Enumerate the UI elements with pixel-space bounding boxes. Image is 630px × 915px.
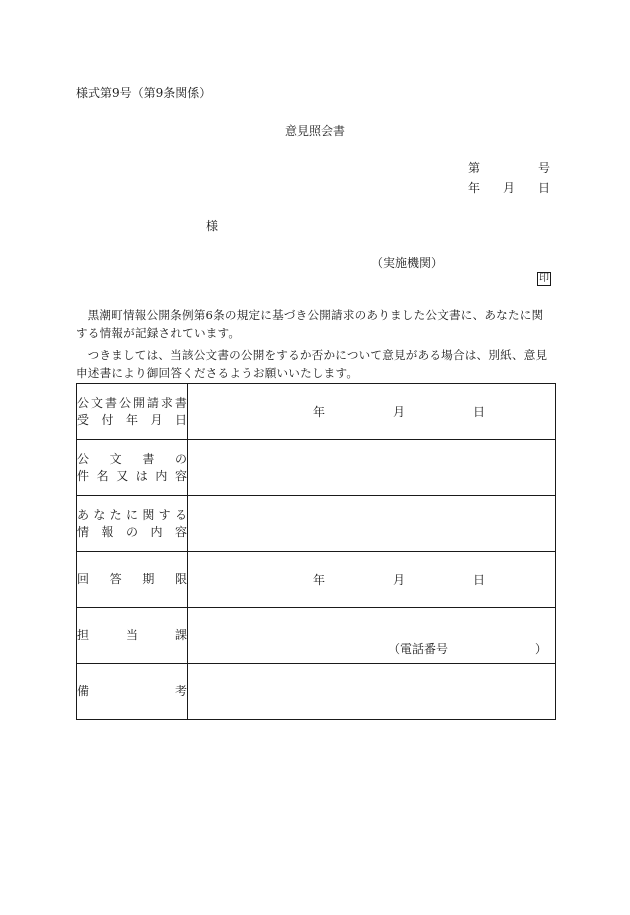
year-label: 年 bbox=[468, 181, 481, 195]
label-char: 書 bbox=[174, 395, 187, 410]
notice-paragraph-1: 黒潮町情報公開条例第6条の規定に基づき公開請求のありました公文書に、あなたに関する情報が記録されています。 bbox=[76, 308, 544, 340]
label-char: の bbox=[125, 524, 138, 539]
label-line bbox=[77, 507, 187, 524]
month-label: 月 bbox=[392, 573, 405, 587]
label-char: 書 bbox=[142, 451, 155, 466]
row-label-department bbox=[77, 608, 188, 664]
label-char: 公 bbox=[77, 395, 90, 410]
label-char: 文 bbox=[90, 395, 103, 410]
label-char: 年 bbox=[125, 412, 138, 427]
label-char: 限 bbox=[174, 572, 187, 586]
label-char: な bbox=[93, 507, 106, 522]
related-info-field[interactable] bbox=[188, 496, 556, 552]
label-char: 文 bbox=[109, 451, 122, 466]
table-row bbox=[77, 496, 556, 552]
label-char: 付 bbox=[101, 412, 114, 427]
label-char: 内 bbox=[150, 524, 163, 539]
row-label-reply-deadline bbox=[77, 552, 188, 608]
label-char: 回 bbox=[77, 572, 90, 586]
row-label-remarks bbox=[77, 664, 188, 720]
day-label: 日 bbox=[472, 405, 485, 419]
label-char: 課 bbox=[174, 628, 187, 642]
label-char: 期 bbox=[142, 572, 155, 586]
label-char: 備 bbox=[77, 684, 90, 698]
label-char: 担 bbox=[77, 628, 90, 642]
document-title: 意見照会書 bbox=[284, 124, 345, 138]
phone-close-paren: ） bbox=[534, 642, 547, 656]
label-line bbox=[77, 571, 187, 588]
label-line bbox=[77, 627, 187, 644]
label-char: 公 bbox=[118, 395, 131, 410]
table-row bbox=[77, 664, 556, 720]
document-number-line bbox=[468, 159, 550, 176]
year-label: 年 bbox=[313, 405, 326, 419]
row-label-receipt-date bbox=[77, 384, 188, 440]
table-row bbox=[77, 552, 556, 608]
label-char: 関 bbox=[142, 507, 155, 522]
label-char: 名 bbox=[96, 468, 109, 483]
table-row bbox=[77, 440, 556, 496]
row-label-document-title bbox=[77, 440, 188, 496]
seal-mark: 印 bbox=[539, 273, 549, 284]
issuing-agency: （実施機関） bbox=[371, 256, 444, 270]
label-char: 公 bbox=[77, 451, 90, 466]
addressee-suffix: 様 bbox=[206, 219, 219, 233]
table-row bbox=[77, 608, 556, 664]
label-line bbox=[77, 395, 187, 412]
label-char: 容 bbox=[174, 524, 187, 539]
label-char: 又 bbox=[116, 468, 129, 483]
remarks-field[interactable] bbox=[188, 664, 556, 720]
label-char: は bbox=[135, 468, 148, 483]
label-char: 日 bbox=[174, 412, 187, 427]
label-char: 情 bbox=[77, 524, 90, 539]
label-char: 容 bbox=[174, 468, 187, 483]
table-row bbox=[77, 384, 556, 440]
month-label: 月 bbox=[392, 405, 405, 419]
row-label-related-info bbox=[77, 496, 188, 552]
reply-deadline-field[interactable] bbox=[188, 552, 556, 608]
label-char: 月 bbox=[150, 412, 163, 427]
inquiry-form-table bbox=[76, 383, 556, 720]
label-char: 内 bbox=[155, 468, 168, 483]
label-char: る bbox=[174, 507, 187, 522]
day-label: 日 bbox=[472, 573, 485, 587]
label-char: 件 bbox=[77, 468, 90, 483]
label-char: 報 bbox=[101, 524, 114, 539]
receipt-date-field[interactable] bbox=[188, 384, 556, 440]
number-prefix: 第 bbox=[468, 161, 481, 175]
label-char: す bbox=[158, 507, 171, 522]
label-char: た bbox=[109, 507, 122, 522]
form-number: 様式第9号（第9条関係） bbox=[76, 86, 212, 100]
label-char: 開 bbox=[132, 395, 145, 410]
label-line bbox=[77, 412, 187, 429]
label-char: あ bbox=[77, 507, 90, 522]
label-line bbox=[77, 451, 187, 468]
department-field[interactable] bbox=[188, 608, 556, 664]
notice-paragraph-2: つきましては、当該公文書の公開をするか否かについて意見がある場合は、別紙、意見申述書により御回答くださるようお願いいたします。 bbox=[76, 348, 548, 380]
number-suffix: 号 bbox=[537, 161, 550, 175]
day-label: 日 bbox=[537, 181, 550, 195]
year-label: 年 bbox=[313, 573, 326, 587]
label-line bbox=[77, 683, 187, 700]
label-line bbox=[77, 468, 187, 485]
label-char: 受 bbox=[77, 412, 90, 427]
label-line bbox=[77, 524, 187, 541]
label-char: 当 bbox=[125, 628, 138, 642]
label-char: 請 bbox=[146, 395, 159, 410]
phone-number-label: （電話番号 bbox=[388, 642, 449, 656]
document-title-field[interactable] bbox=[188, 440, 556, 496]
month-label: 月 bbox=[502, 181, 515, 195]
label-char: 求 bbox=[160, 395, 173, 410]
label-char: 書 bbox=[104, 395, 117, 410]
label-char: の bbox=[174, 451, 187, 466]
label-char: 答 bbox=[109, 572, 122, 586]
label-char: 考 bbox=[174, 684, 187, 698]
label-char: に bbox=[125, 507, 138, 522]
issue-date-line bbox=[468, 179, 550, 196]
